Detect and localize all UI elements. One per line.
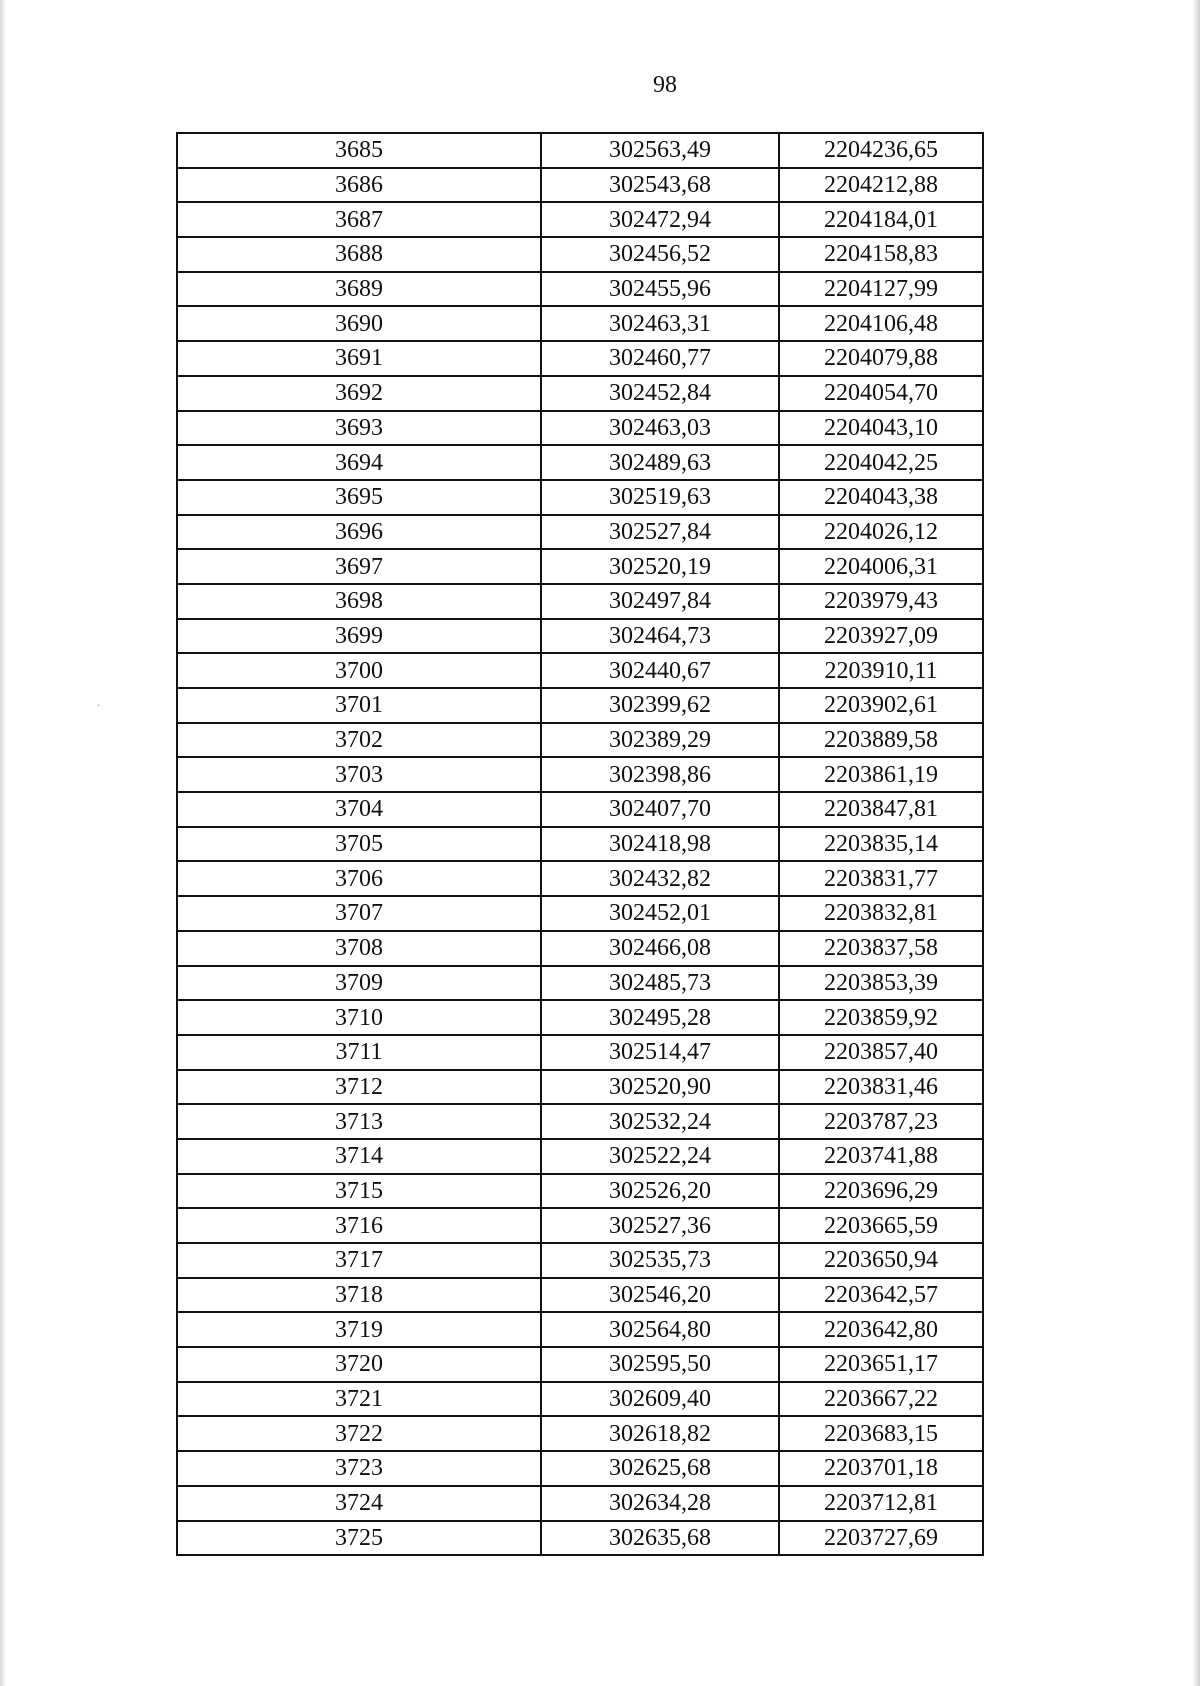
point-number-cell: 3689 xyxy=(177,272,541,307)
y-coordinate-cell: 2204184,01 xyxy=(779,202,983,237)
table-row xyxy=(177,341,983,376)
y-coordinate-cell: 2203831,46 xyxy=(779,1070,983,1105)
point-number-cell: 3702 xyxy=(177,723,541,758)
y-coordinate-cell: 2203902,61 xyxy=(779,688,983,723)
table-row xyxy=(177,1035,983,1070)
table-row xyxy=(177,896,983,931)
x-coordinate-cell: 302609,40 xyxy=(541,1382,779,1417)
y-coordinate-cell: 2203741,88 xyxy=(779,1139,983,1174)
table-row xyxy=(177,792,983,827)
point-number-cell: 3693 xyxy=(177,411,541,446)
table-row xyxy=(177,1208,983,1243)
x-coordinate-cell: 302520,19 xyxy=(541,549,779,584)
table-row xyxy=(177,376,983,411)
x-coordinate-cell: 302495,28 xyxy=(541,1000,779,1035)
x-coordinate-cell: 302634,28 xyxy=(541,1486,779,1521)
y-coordinate-cell: 2203683,15 xyxy=(779,1416,983,1451)
x-coordinate-cell: 302472,94 xyxy=(541,202,779,237)
table-row xyxy=(177,237,983,272)
point-number-cell: 3703 xyxy=(177,757,541,792)
y-coordinate-cell: 2203696,29 xyxy=(779,1174,983,1209)
point-number-cell: 3714 xyxy=(177,1139,541,1174)
y-coordinate-cell: 2204236,65 xyxy=(779,133,983,168)
x-coordinate-cell: 302407,70 xyxy=(541,792,779,827)
x-coordinate-cell: 302399,62 xyxy=(541,688,779,723)
table-row xyxy=(177,1382,983,1417)
x-coordinate-cell: 302497,84 xyxy=(541,584,779,619)
point-number-cell: 3687 xyxy=(177,202,541,237)
y-coordinate-cell: 2203859,92 xyxy=(779,1000,983,1035)
point-number-cell: 3718 xyxy=(177,1278,541,1313)
y-coordinate-cell: 2203853,39 xyxy=(779,966,983,1001)
table-row xyxy=(177,1347,983,1382)
x-coordinate-cell: 302463,03 xyxy=(541,411,779,446)
point-number-cell: 3720 xyxy=(177,1347,541,1382)
table-row xyxy=(177,1070,983,1105)
table-row xyxy=(177,861,983,896)
table-row xyxy=(177,653,983,688)
point-number-cell: 3717 xyxy=(177,1243,541,1278)
table-row xyxy=(177,1416,983,1451)
page-number: 98 xyxy=(653,72,677,98)
table-row xyxy=(177,411,983,446)
y-coordinate-cell: 2203857,40 xyxy=(779,1035,983,1070)
point-number-cell: 3711 xyxy=(177,1035,541,1070)
y-coordinate-cell: 2204054,70 xyxy=(779,376,983,411)
table-row xyxy=(177,133,983,168)
table-row xyxy=(177,168,983,203)
table-row xyxy=(177,1104,983,1139)
stray-mark: · xyxy=(97,701,101,712)
table-row xyxy=(177,827,983,862)
table-row xyxy=(177,272,983,307)
y-coordinate-cell: 2203727,69 xyxy=(779,1521,983,1556)
table-row xyxy=(177,306,983,341)
x-coordinate-cell: 302563,49 xyxy=(541,133,779,168)
point-number-cell: 3709 xyxy=(177,966,541,1001)
point-number-cell: 3716 xyxy=(177,1208,541,1243)
y-coordinate-cell: 2204042,25 xyxy=(779,445,983,480)
point-number-cell: 3706 xyxy=(177,861,541,896)
y-coordinate-cell: 2204006,31 xyxy=(779,549,983,584)
table-row xyxy=(177,480,983,515)
y-coordinate-cell: 2204043,10 xyxy=(779,411,983,446)
y-coordinate-cell: 2204106,48 xyxy=(779,306,983,341)
x-coordinate-cell: 302398,86 xyxy=(541,757,779,792)
point-number-cell: 3712 xyxy=(177,1070,541,1105)
y-coordinate-cell: 2204079,88 xyxy=(779,341,983,376)
y-coordinate-cell: 2203667,22 xyxy=(779,1382,983,1417)
x-coordinate-cell: 302432,82 xyxy=(541,861,779,896)
x-coordinate-cell: 302452,84 xyxy=(541,376,779,411)
y-coordinate-cell: 2204127,99 xyxy=(779,272,983,307)
point-number-cell: 3715 xyxy=(177,1174,541,1209)
table-row xyxy=(177,723,983,758)
x-coordinate-cell: 302635,68 xyxy=(541,1521,779,1556)
x-coordinate-cell: 302455,96 xyxy=(541,272,779,307)
y-coordinate-cell: 2203837,58 xyxy=(779,931,983,966)
y-coordinate-cell: 2203701,18 xyxy=(779,1451,983,1486)
point-number-cell: 3686 xyxy=(177,168,541,203)
table-row xyxy=(177,549,983,584)
y-coordinate-cell: 2204158,83 xyxy=(779,237,983,272)
scan-edge-left xyxy=(0,0,6,1686)
x-coordinate-cell: 302625,68 xyxy=(541,1451,779,1486)
x-coordinate-cell: 302520,90 xyxy=(541,1070,779,1105)
y-coordinate-cell: 2203889,58 xyxy=(779,723,983,758)
point-number-cell: 3696 xyxy=(177,515,541,550)
x-coordinate-cell: 302418,98 xyxy=(541,827,779,862)
x-coordinate-cell: 302535,73 xyxy=(541,1243,779,1278)
point-number-cell: 3694 xyxy=(177,445,541,480)
point-number-cell: 3710 xyxy=(177,1000,541,1035)
y-coordinate-cell: 2204043,38 xyxy=(779,480,983,515)
point-number-cell: 3704 xyxy=(177,792,541,827)
x-coordinate-cell: 302464,73 xyxy=(541,619,779,654)
point-number-cell: 3705 xyxy=(177,827,541,862)
table-row xyxy=(177,619,983,654)
coordinates-table xyxy=(176,132,984,1556)
table-row xyxy=(177,515,983,550)
y-coordinate-cell: 2203910,11 xyxy=(779,653,983,688)
x-coordinate-cell: 302460,77 xyxy=(541,341,779,376)
y-coordinate-cell: 2203665,59 xyxy=(779,1208,983,1243)
y-coordinate-cell: 2203642,57 xyxy=(779,1278,983,1313)
x-coordinate-cell: 302456,52 xyxy=(541,237,779,272)
point-number-cell: 3722 xyxy=(177,1416,541,1451)
table-row xyxy=(177,445,983,480)
table-row xyxy=(177,584,983,619)
x-coordinate-cell: 302452,01 xyxy=(541,896,779,931)
point-number-cell: 3708 xyxy=(177,931,541,966)
point-number-cell: 3692 xyxy=(177,376,541,411)
table-row xyxy=(177,757,983,792)
x-coordinate-cell: 302564,80 xyxy=(541,1312,779,1347)
point-number-cell: 3719 xyxy=(177,1312,541,1347)
scan-edge-right xyxy=(1192,0,1200,1686)
x-coordinate-cell: 302522,24 xyxy=(541,1139,779,1174)
y-coordinate-cell: 2203650,94 xyxy=(779,1243,983,1278)
table-row xyxy=(177,1521,983,1556)
x-coordinate-cell: 302389,29 xyxy=(541,723,779,758)
point-number-cell: 3691 xyxy=(177,341,541,376)
y-coordinate-cell: 2204212,88 xyxy=(779,168,983,203)
y-coordinate-cell: 2203927,09 xyxy=(779,619,983,654)
point-number-cell: 3701 xyxy=(177,688,541,723)
table-row xyxy=(177,688,983,723)
table-row xyxy=(177,966,983,1001)
x-coordinate-cell: 302526,20 xyxy=(541,1174,779,1209)
y-coordinate-cell: 2203787,23 xyxy=(779,1104,983,1139)
point-number-cell: 3695 xyxy=(177,480,541,515)
y-coordinate-cell: 2203831,77 xyxy=(779,861,983,896)
y-coordinate-cell: 2203651,17 xyxy=(779,1347,983,1382)
point-number-cell: 3707 xyxy=(177,896,541,931)
point-number-cell: 3697 xyxy=(177,549,541,584)
x-coordinate-cell: 302618,82 xyxy=(541,1416,779,1451)
y-coordinate-cell: 2204026,12 xyxy=(779,515,983,550)
x-coordinate-cell: 302543,68 xyxy=(541,168,779,203)
table-row xyxy=(177,1000,983,1035)
coordinates-table-body xyxy=(177,133,983,1555)
x-coordinate-cell: 302440,67 xyxy=(541,653,779,688)
x-coordinate-cell: 302595,50 xyxy=(541,1347,779,1382)
y-coordinate-cell: 2203979,43 xyxy=(779,584,983,619)
x-coordinate-cell: 302463,31 xyxy=(541,306,779,341)
y-coordinate-cell: 2203835,14 xyxy=(779,827,983,862)
point-number-cell: 3698 xyxy=(177,584,541,619)
y-coordinate-cell: 2203712,81 xyxy=(779,1486,983,1521)
point-number-cell: 3699 xyxy=(177,619,541,654)
table-row xyxy=(177,1486,983,1521)
x-coordinate-cell: 302514,47 xyxy=(541,1035,779,1070)
point-number-cell: 3690 xyxy=(177,306,541,341)
x-coordinate-cell: 302466,08 xyxy=(541,931,779,966)
table-row xyxy=(177,931,983,966)
x-coordinate-cell: 302546,20 xyxy=(541,1278,779,1313)
point-number-cell: 3723 xyxy=(177,1451,541,1486)
point-number-cell: 3713 xyxy=(177,1104,541,1139)
x-coordinate-cell: 302527,36 xyxy=(541,1208,779,1243)
point-number-cell: 3700 xyxy=(177,653,541,688)
point-number-cell: 3688 xyxy=(177,237,541,272)
y-coordinate-cell: 2203861,19 xyxy=(779,757,983,792)
y-coordinate-cell: 2203847,81 xyxy=(779,792,983,827)
table-row xyxy=(177,1278,983,1313)
point-number-cell: 3721 xyxy=(177,1382,541,1417)
point-number-cell: 3685 xyxy=(177,133,541,168)
point-number-cell: 3725 xyxy=(177,1521,541,1556)
x-coordinate-cell: 302485,73 xyxy=(541,966,779,1001)
table-row xyxy=(177,202,983,237)
table-row xyxy=(177,1451,983,1486)
x-coordinate-cell: 302489,63 xyxy=(541,445,779,480)
y-coordinate-cell: 2203832,81 xyxy=(779,896,983,931)
x-coordinate-cell: 302519,63 xyxy=(541,480,779,515)
x-coordinate-cell: 302527,84 xyxy=(541,515,779,550)
table-row xyxy=(177,1243,983,1278)
table-row xyxy=(177,1312,983,1347)
x-coordinate-cell: 302532,24 xyxy=(541,1104,779,1139)
table-row xyxy=(177,1174,983,1209)
y-coordinate-cell: 2203642,80 xyxy=(779,1312,983,1347)
point-number-cell: 3724 xyxy=(177,1486,541,1521)
table-row xyxy=(177,1139,983,1174)
